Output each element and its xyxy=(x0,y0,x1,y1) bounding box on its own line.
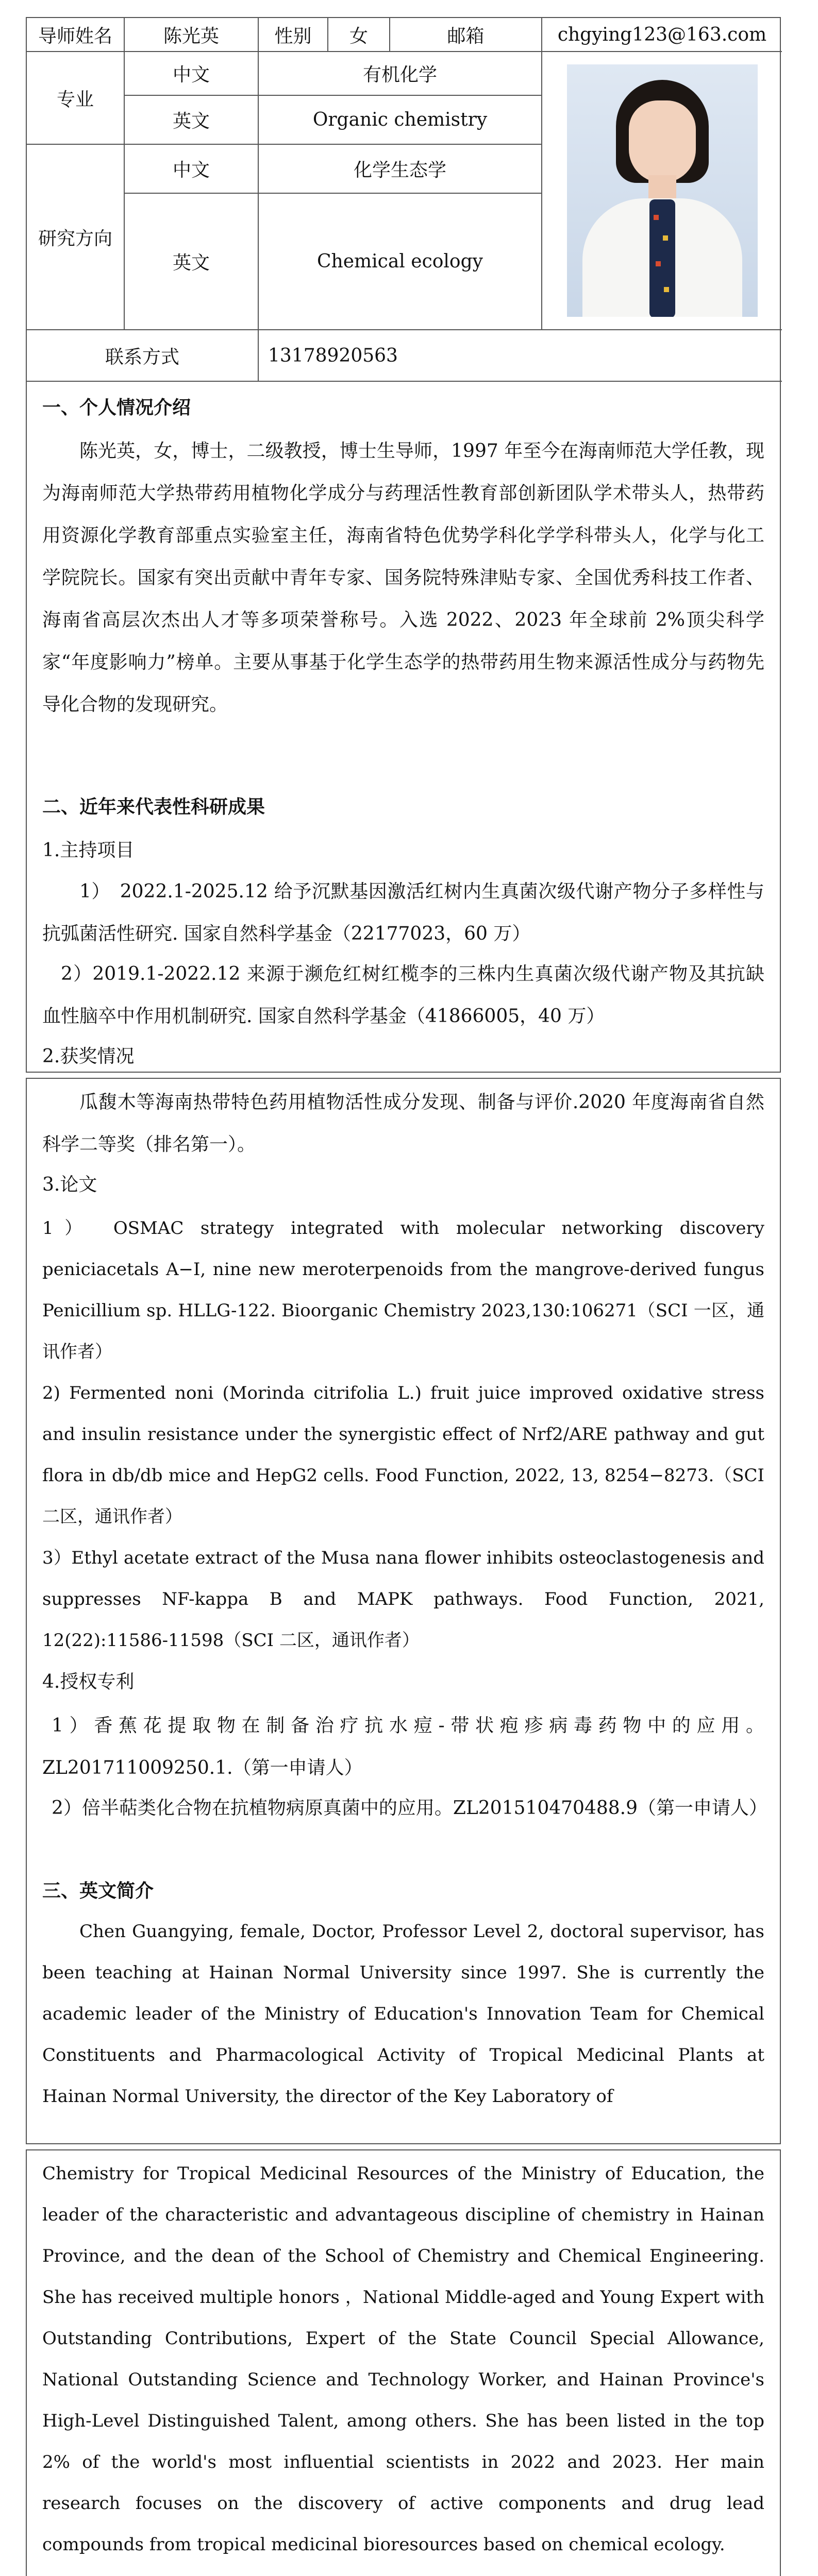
section-english-title: 三、英文简介 xyxy=(42,1880,154,1902)
paper-3: 3）Ethyl acetate extract of the Musa nana flower inhibits osteoclastogenesis and suppresses NF-kappa B and MAPK pathways. Food Function, 2021, 12(22):11586-11598（SCI 二区，通讯作者） xyxy=(42,1548,764,1651)
project-2: 2）2019.1-2022.12 来源于濒危红树红榄李的三株内生真菌次级代谢产物及其抗缺血性脑卒中作用机制研究. 国家自然科学基金（41866005，40 万） xyxy=(42,963,764,1027)
contact-value: 13178920563 xyxy=(259,330,782,382)
section-personal-title: 一、个人情况介绍 xyxy=(42,397,191,418)
research-zh-value: 化学生态学 xyxy=(259,145,542,194)
patent-2: 2）倍半萜类化合物在抗植物病原真菌中的应用。ZL201510470488.9（第一申请人） xyxy=(52,1798,768,1819)
project-1: 1） 2022.1-2025.12 给予沉默基因激活红树内生真菌次级代谢产物分子多样性与抗弧菌活性研究. 国家自然科学基金（22177023，60 万） xyxy=(42,881,764,944)
projects-title: 1.主持项目 xyxy=(42,840,135,861)
papers-title: 3.论文 xyxy=(42,1174,97,1195)
major-zh-value: 有机化学 xyxy=(259,52,542,96)
major-en-value: Organic chemistry xyxy=(259,96,542,145)
major-zh-label: 中文 xyxy=(125,52,259,96)
major-label: 专业 xyxy=(27,52,125,145)
name-label: 导师姓名 xyxy=(27,18,125,52)
research-zh-label: 中文 xyxy=(125,145,259,194)
contact-label: 联系方式 xyxy=(27,330,259,382)
gender-value: 女 xyxy=(328,18,390,52)
patents-title: 4.授权专利 xyxy=(42,1671,135,1692)
profile-block-3 xyxy=(26,2149,781,2576)
award-1: 瓜馥木等海南热带特色药用植物活性成分发现、制备与评价.2020 年度海南省自然科学二等奖（排名第一）。 xyxy=(42,1092,764,1155)
email-label: 邮箱 xyxy=(390,18,542,52)
patent-1: 1）香蕉花提取物在制备治疗抗水痘-带状疱疹病毒药物中的应用。ZL201711009250.1.（第一申请人） xyxy=(42,1715,764,1778)
research-en-label: 英文 xyxy=(125,194,259,330)
paper-2: 2) Fermented noni (Morinda citrifolia L.) fruit juice improved oxidative stress and insulin resistance under the synergistic effect of Nrf2/ARE pathway and gut flora in db/db mice and HepG2 cells. Food Function, 2022, 13, 8254−8273.（SCI 二区，通讯作者） xyxy=(42,1383,764,1527)
english-bio-part-1: Chen Guangying, female, Doctor, Professor Level 2, doctoral supervisor, has been teaching at Hainan Normal University since 1997. She is currently the academic leader of the Ministry of Education's Innovation Team for Chemical Constituents and Pharmacological Activity of Tropical Medicinal Plants at Hainan Normal University, the director of the Key Laboratory of xyxy=(42,1921,764,2107)
gender-label: 性别 xyxy=(259,18,328,52)
email-value: chgying123@163.com xyxy=(542,18,782,52)
research-label: 研究方向 xyxy=(27,145,125,330)
name-value: 陈光英 xyxy=(125,18,259,52)
profile-block-1 xyxy=(26,17,781,1073)
major-en-label: 英文 xyxy=(125,96,259,145)
profile-block-2 xyxy=(26,1078,781,2144)
research-en-value: Chemical ecology xyxy=(259,194,542,330)
section-research-title: 二、近年来代表性科研成果 xyxy=(42,796,265,818)
photo-cell xyxy=(542,52,782,330)
portrait-photo xyxy=(567,64,758,317)
awards-title: 2.获奖情况 xyxy=(42,1046,135,1067)
section-personal-body: 陈光英，女，博士，二级教授，博士生导师，1997 年至今在海南师范大学任教，现为海南师范大学热带药用植物化学成分与药理活性教育部创新团队学术带头人，热带药用资源化学教育部重点实验室主任，海南省特色优势学科化学学科带头人，化学与化工学院院长。国家有突出贡献中青年专家、国务院特殊津贴专家、全国优秀科技工作者、海南省高层次杰出人才等多项荣誉称号。入选 2022、2023 年全球前 2%顶尖科学家“年度影响力”榜单。主要从事基于化学生态学的热带药用生物来源活性成分与药物先导化合物的发现研究。 xyxy=(42,440,764,715)
paper-1: 1） OSMAC strategy integrated with molecular networking discovery peniciacetals A−I, nine new meroterpenoids from the mangrove-derived fungus Penicillium sp. HLLG-122. Bioorganic Chemistry 2023,130:106271（SCI 一区，通讯作者） xyxy=(42,1218,764,1362)
english-bio-part-2: Chemistry for Tropical Medicinal Resources of the Ministry of Education, the leader of the characteristic and advantageous discipline of chemistry in Hainan Province, and the dean of the School of Chemistry and Chemical Engineering. She has received multiple honors ，National Middle-aged and Young Expert with Outstanding Contributions, Expert of the State Council Special Allowance, National Outstanding Science and Technology Worker, and Hainan Province's High-Level Distinguished Talent, among others. She has been listed in the top 2% of the world's most influential scientists in 2022 and 2023. Her main research focuses on the discovery of active components and drug lead compounds from tropical medicinal bioresources based on chemical ecology. xyxy=(42,2163,764,2555)
